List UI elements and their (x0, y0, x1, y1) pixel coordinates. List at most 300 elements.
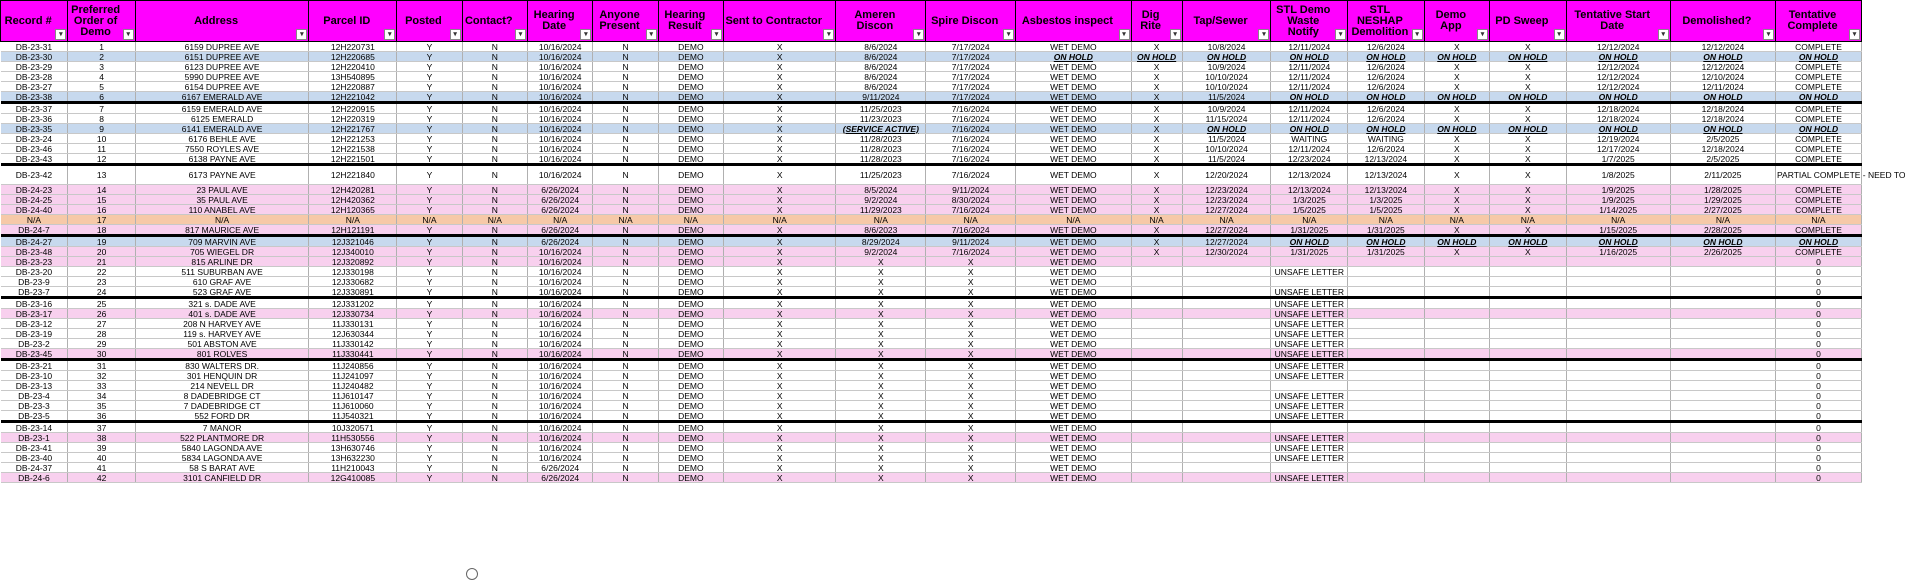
table-cell[interactable]: PARTIAL COMPLETE - NEED TO (1776, 165, 1862, 185)
table-cell[interactable]: N (462, 453, 527, 463)
table-cell[interactable]: N (593, 72, 658, 82)
table-cell[interactable]: X (926, 381, 1016, 391)
table-cell[interactable] (1131, 329, 1182, 339)
table-cell[interactable]: 0 (1776, 411, 1862, 422)
table-cell[interactable]: WET DEMO (1016, 287, 1131, 298)
table-cell[interactable]: 9 (68, 124, 135, 134)
table-cell[interactable]: DEMO (658, 298, 723, 309)
table-cell[interactable]: DEMO (658, 165, 723, 185)
table-cell[interactable]: X (836, 473, 926, 483)
table-cell[interactable]: N (593, 92, 658, 103)
table-cell[interactable]: 7/16/2024 (926, 114, 1016, 124)
table-cell[interactable]: N (462, 144, 527, 154)
table-cell[interactable]: 12/18/2024 (1670, 144, 1775, 154)
table-cell[interactable]: ON HOLD (1670, 124, 1775, 134)
table-cell[interactable]: 11J240856 (309, 360, 397, 371)
table-cell[interactable]: X (1131, 62, 1182, 72)
table-cell[interactable]: 8/6/2024 (836, 42, 926, 52)
table-cell[interactable]: DEMO (658, 411, 723, 422)
table-cell[interactable]: 3101 CANFIELD DR (135, 473, 309, 483)
table-cell[interactable] (1131, 257, 1182, 267)
table-cell[interactable] (1131, 371, 1182, 381)
table-cell[interactable]: 7/16/2024 (926, 144, 1016, 154)
table-cell[interactable]: X (724, 309, 836, 319)
table-cell[interactable]: 12/12/2024 (1566, 42, 1670, 52)
table-cell[interactable]: Y (397, 154, 462, 165)
table-cell[interactable]: X (836, 329, 926, 339)
table-cell[interactable]: 7 MANOR (135, 422, 309, 433)
table-cell[interactable]: X (1131, 225, 1182, 236)
table-cell[interactable]: N (462, 371, 527, 381)
table-cell[interactable] (1424, 381, 1489, 391)
table-cell[interactable]: 10/16/2024 (527, 433, 592, 443)
table-cell[interactable]: 12/6/2024 (1348, 72, 1425, 82)
table-cell[interactable]: N (462, 422, 527, 433)
table-cell[interactable]: WET DEMO (1016, 247, 1131, 257)
table-cell[interactable] (1131, 339, 1182, 349)
table-cell[interactable]: N (462, 329, 527, 339)
table-cell[interactable]: 12J340010 (309, 247, 397, 257)
table-cell[interactable]: DB-24-6 (1, 473, 68, 483)
table-cell[interactable]: Y (397, 422, 462, 433)
table-cell[interactable]: DB-23-14 (1, 422, 68, 433)
filter-dropdown-icon[interactable]: ▾ (515, 29, 526, 40)
table-cell[interactable]: 1/7/2025 (1566, 154, 1670, 165)
table-cell[interactable]: 0 (1776, 453, 1862, 463)
table-cell[interactable]: N (593, 443, 658, 453)
table-cell[interactable]: N (593, 52, 658, 62)
table-cell[interactable]: X (1424, 165, 1489, 185)
filter-dropdown-icon[interactable]: ▾ (123, 29, 134, 40)
table-cell[interactable] (1424, 411, 1489, 422)
table-cell[interactable]: DB-23-29 (1, 62, 68, 72)
table-cell[interactable] (1182, 391, 1271, 401)
table-cell[interactable]: X (724, 134, 836, 144)
table-cell[interactable]: DB-24-23 (1, 185, 68, 195)
table-cell[interactable] (1348, 443, 1425, 453)
table-cell[interactable]: 110 ANABEL AVE (135, 205, 309, 215)
table-cell[interactable]: 7 (68, 103, 135, 114)
table-cell[interactable]: 13H632230 (309, 453, 397, 463)
table-cell[interactable]: 401 s. DADE AVE (135, 309, 309, 319)
table-cell[interactable]: 12/20/2024 (1182, 165, 1271, 185)
table-cell[interactable]: X (1424, 103, 1489, 114)
table-cell[interactable]: N (462, 165, 527, 185)
table-cell[interactable]: N (462, 267, 527, 277)
table-cell[interactable]: Y (397, 134, 462, 144)
table-cell[interactable]: N/A (593, 215, 658, 225)
table-cell[interactable]: 2 (68, 52, 135, 62)
table-cell[interactable]: WET DEMO (1016, 277, 1131, 287)
table-cell[interactable]: 10/16/2024 (527, 298, 592, 309)
table-cell[interactable]: N (593, 103, 658, 114)
table-cell[interactable]: DB-23-19 (1, 329, 68, 339)
table-cell[interactable]: 1 (68, 42, 135, 52)
table-cell[interactable] (1670, 371, 1775, 381)
table-cell[interactable] (1670, 443, 1775, 453)
table-cell[interactable]: 41 (68, 463, 135, 473)
table-cell[interactable] (1490, 411, 1567, 422)
table-cell[interactable] (1424, 339, 1489, 349)
table-cell[interactable] (1424, 329, 1489, 339)
table-cell[interactable]: 0 (1776, 287, 1862, 298)
table-cell[interactable]: Y (397, 349, 462, 360)
table-cell[interactable]: 12/11/2024 (1271, 82, 1348, 92)
table-cell[interactable]: WET DEMO (1016, 473, 1131, 483)
table-cell[interactable]: ON HOLD (1131, 52, 1182, 62)
table-cell[interactable] (1182, 463, 1271, 473)
table-cell[interactable] (1182, 267, 1271, 277)
table-cell[interactable]: X (1424, 205, 1489, 215)
filter-dropdown-icon[interactable]: ▾ (1335, 29, 1346, 40)
table-cell[interactable]: N (462, 52, 527, 62)
table-cell[interactable]: WAITING (1348, 134, 1425, 144)
table-cell[interactable]: 0 (1776, 257, 1862, 267)
table-cell[interactable] (1424, 463, 1489, 473)
table-cell[interactable]: 11/25/2023 (836, 165, 926, 185)
table-cell[interactable]: X (836, 360, 926, 371)
table-cell[interactable]: DB-23-3 (1, 401, 68, 411)
table-cell[interactable]: 0 (1776, 267, 1862, 277)
table-cell[interactable] (1670, 287, 1775, 298)
table-cell[interactable]: ON HOLD (1776, 52, 1862, 62)
table-cell[interactable] (1131, 401, 1182, 411)
table-cell[interactable] (1490, 329, 1567, 339)
table-cell[interactable]: DEMO (658, 92, 723, 103)
filter-dropdown-icon[interactable]: ▾ (1849, 29, 1860, 40)
table-cell[interactable]: X (724, 72, 836, 82)
table-cell[interactable] (1182, 349, 1271, 360)
table-cell[interactable] (1670, 433, 1775, 443)
table-cell[interactable]: WET DEMO (1016, 381, 1131, 391)
table-cell[interactable] (1490, 433, 1567, 443)
table-cell[interactable]: X (1131, 103, 1182, 114)
table-cell[interactable]: ON HOLD (1776, 124, 1862, 134)
table-cell[interactable]: DB-23-7 (1, 287, 68, 298)
table-cell[interactable]: N (593, 463, 658, 473)
table-cell[interactable]: N (462, 134, 527, 144)
table-cell[interactable]: N (462, 339, 527, 349)
table-cell[interactable]: X (1131, 72, 1182, 82)
filter-dropdown-icon[interactable]: ▾ (384, 29, 395, 40)
table-cell[interactable]: ON HOLD (1566, 92, 1670, 103)
table-cell[interactable]: N (462, 247, 527, 257)
table-cell[interactable]: X (926, 422, 1016, 433)
table-cell[interactable]: 10/16/2024 (527, 277, 592, 287)
table-cell[interactable]: 9/11/2024 (926, 185, 1016, 195)
table-cell[interactable]: X (1424, 195, 1489, 205)
table-cell[interactable]: X (724, 360, 836, 371)
table-cell[interactable]: 12J320892 (309, 257, 397, 267)
table-cell[interactable]: X (724, 225, 836, 236)
table-cell[interactable]: DEMO (658, 103, 723, 114)
table-cell[interactable]: 0 (1776, 360, 1862, 371)
table-cell[interactable]: X (1490, 154, 1567, 165)
table-cell[interactable] (1670, 257, 1775, 267)
table-cell[interactable]: 12J330682 (309, 277, 397, 287)
table-cell[interactable]: 10/16/2024 (527, 453, 592, 463)
table-cell[interactable]: X (926, 267, 1016, 277)
table-cell[interactable]: 7/16/2024 (926, 225, 1016, 236)
table-cell[interactable]: X (1424, 114, 1489, 124)
table-cell[interactable]: DEMO (658, 473, 723, 483)
table-cell[interactable]: N/A (724, 215, 836, 225)
table-cell[interactable]: X (1131, 114, 1182, 124)
table-cell[interactable]: 10/16/2024 (527, 329, 592, 339)
table-cell[interactable]: 10/9/2024 (1182, 62, 1271, 72)
table-cell[interactable]: 35 (68, 401, 135, 411)
table-cell[interactable]: 15 (68, 195, 135, 205)
table-cell[interactable]: 12/6/2024 (1348, 62, 1425, 72)
table-cell[interactable]: 5 (68, 82, 135, 92)
table-cell[interactable]: N (462, 411, 527, 422)
table-cell[interactable]: 23 PAUL AVE (135, 185, 309, 195)
table-cell[interactable]: 11J241097 (309, 371, 397, 381)
table-cell[interactable]: 1/16/2025 (1566, 247, 1670, 257)
table-cell[interactable] (1670, 391, 1775, 401)
table-cell[interactable]: 12H221042 (309, 92, 397, 103)
table-cell[interactable]: Y (397, 42, 462, 52)
table-cell[interactable]: 23 (68, 277, 135, 287)
table-cell[interactable]: WET DEMO (1016, 144, 1131, 154)
table-cell[interactable]: N/A (1670, 215, 1775, 225)
table-cell[interactable]: 8/29/2024 (836, 236, 926, 247)
table-cell[interactable]: ON HOLD (1566, 124, 1670, 134)
table-cell[interactable]: ON HOLD (1348, 92, 1425, 103)
table-cell[interactable]: N (593, 144, 658, 154)
table-cell[interactable]: 25 (68, 298, 135, 309)
table-cell[interactable]: DEMO (658, 185, 723, 195)
table-cell[interactable]: N (593, 82, 658, 92)
table-cell[interactable]: 12/13/2024 (1271, 185, 1348, 195)
table-cell[interactable]: 7 DADEBRIDGE CT (135, 401, 309, 411)
table-cell[interactable]: N (593, 267, 658, 277)
table-cell[interactable] (1182, 411, 1271, 422)
table-cell[interactable]: 0 (1776, 309, 1862, 319)
table-cell[interactable]: 6151 DUPREE AVE (135, 52, 309, 62)
table-cell[interactable]: 8/5/2024 (836, 185, 926, 195)
table-cell[interactable] (1182, 433, 1271, 443)
table-cell[interactable]: X (724, 165, 836, 185)
table-cell[interactable]: X (1424, 72, 1489, 82)
table-cell[interactable]: ON HOLD (1670, 92, 1775, 103)
table-cell[interactable]: 12H120365 (309, 205, 397, 215)
table-cell[interactable]: X (724, 339, 836, 349)
table-cell[interactable]: 0 (1776, 277, 1862, 287)
table-cell[interactable] (1566, 473, 1670, 483)
table-cell[interactable]: 58 S BARAT AVE (135, 463, 309, 473)
table-cell[interactable]: DB-23-36 (1, 114, 68, 124)
table-cell[interactable]: 11J330131 (309, 319, 397, 329)
table-cell[interactable]: X (724, 287, 836, 298)
table-cell[interactable]: 31 (68, 360, 135, 371)
table-cell[interactable]: 12/18/2024 (1670, 114, 1775, 124)
table-cell[interactable]: 11J240482 (309, 381, 397, 391)
table-cell[interactable] (1670, 339, 1775, 349)
table-cell[interactable]: COMPLETE (1776, 195, 1862, 205)
table-cell[interactable]: X (724, 205, 836, 215)
table-cell[interactable]: 6159 EMERALD AVE (135, 103, 309, 114)
table-cell[interactable]: X (1490, 144, 1567, 154)
table-cell[interactable]: DEMO (658, 329, 723, 339)
table-cell[interactable] (1348, 411, 1425, 422)
table-cell[interactable]: 523 GRAF AVE (135, 287, 309, 298)
table-cell[interactable]: X (836, 443, 926, 453)
table-cell[interactable]: N/A (1271, 215, 1348, 225)
table-cell[interactable] (1131, 360, 1182, 371)
table-cell[interactable]: X (926, 433, 1016, 443)
table-cell[interactable]: UNSAFE LETTER (1271, 401, 1348, 411)
table-cell[interactable] (1566, 391, 1670, 401)
table-cell[interactable]: DEMO (658, 52, 723, 62)
table-cell[interactable]: 830 WALTERS DR. (135, 360, 309, 371)
table-cell[interactable]: WET DEMO (1016, 225, 1131, 236)
table-cell[interactable]: 709 MARVIN AVE (135, 236, 309, 247)
table-cell[interactable] (1424, 257, 1489, 267)
table-cell[interactable]: X (1490, 195, 1567, 205)
table-cell[interactable] (1424, 401, 1489, 411)
table-cell[interactable]: X (1424, 62, 1489, 72)
table-cell[interactable]: N (462, 62, 527, 72)
table-cell[interactable]: 13 (68, 165, 135, 185)
table-cell[interactable]: 14 (68, 185, 135, 195)
table-cell[interactable]: 10/16/2024 (527, 319, 592, 329)
table-cell[interactable]: 1/5/2025 (1271, 205, 1348, 215)
table-cell[interactable]: 10/16/2024 (527, 62, 592, 72)
table-cell[interactable]: N (462, 103, 527, 114)
table-cell[interactable]: X (1424, 225, 1489, 236)
filter-dropdown-icon[interactable]: ▾ (1477, 29, 1488, 40)
table-cell[interactable]: WET DEMO (1016, 391, 1131, 401)
table-cell[interactable]: 10/16/2024 (527, 371, 592, 381)
table-cell[interactable]: 1/31/2025 (1348, 225, 1425, 236)
table-cell[interactable] (1182, 453, 1271, 463)
table-cell[interactable]: WET DEMO (1016, 62, 1131, 72)
table-cell[interactable] (1182, 319, 1271, 329)
table-cell[interactable] (1490, 443, 1567, 453)
table-cell[interactable]: X (926, 360, 1016, 371)
table-cell[interactable]: X (724, 144, 836, 154)
table-cell[interactable]: Y (397, 144, 462, 154)
table-cell[interactable] (1424, 267, 1489, 277)
table-cell[interactable]: DEMO (658, 371, 723, 381)
table-cell[interactable]: Y (397, 165, 462, 185)
table-cell[interactable]: WET DEMO (1016, 134, 1131, 144)
table-cell[interactable]: 12/12/2024 (1670, 42, 1775, 52)
table-cell[interactable]: 7550 ROYLES AVE (135, 144, 309, 154)
table-cell[interactable]: Y (397, 339, 462, 349)
table-cell[interactable]: COMPLETE (1776, 103, 1862, 114)
table-cell[interactable]: 38 (68, 433, 135, 443)
table-cell[interactable]: ON HOLD (1424, 52, 1489, 62)
table-cell[interactable]: COMPLETE (1776, 62, 1862, 72)
table-cell[interactable]: ON HOLD (1490, 124, 1567, 134)
table-cell[interactable]: UNSAFE LETTER (1271, 371, 1348, 381)
table-cell[interactable] (1424, 349, 1489, 360)
table-cell[interactable] (1566, 463, 1670, 473)
table-cell[interactable]: 12J331202 (309, 298, 397, 309)
table-cell[interactable]: 11/28/2023 (836, 154, 926, 165)
table-cell[interactable] (1424, 473, 1489, 483)
filter-dropdown-icon[interactable]: ▾ (1170, 29, 1181, 40)
table-cell[interactable]: 10J320571 (309, 422, 397, 433)
table-cell[interactable]: Y (397, 82, 462, 92)
table-cell[interactable]: Y (397, 287, 462, 298)
table-cell[interactable] (1182, 329, 1271, 339)
table-cell[interactable]: Y (397, 298, 462, 309)
filter-dropdown-icon[interactable]: ▾ (580, 29, 591, 40)
table-cell[interactable]: N (593, 236, 658, 247)
table-cell[interactable]: Y (397, 72, 462, 82)
table-cell[interactable]: X (724, 391, 836, 401)
table-cell[interactable]: X (724, 463, 836, 473)
table-cell[interactable]: DB-23-13 (1, 381, 68, 391)
table-cell[interactable]: 6/26/2024 (527, 225, 592, 236)
table-cell[interactable]: X (836, 422, 926, 433)
table-cell[interactable]: 6 (68, 92, 135, 103)
table-cell[interactable] (1348, 287, 1425, 298)
table-cell[interactable]: WET DEMO (1016, 422, 1131, 433)
table-cell[interactable]: 10/16/2024 (527, 287, 592, 298)
table-cell[interactable] (1490, 360, 1567, 371)
table-cell[interactable]: UNSAFE LETTER (1271, 298, 1348, 309)
table-cell[interactable]: Y (397, 225, 462, 236)
table-cell[interactable]: WET DEMO (1016, 103, 1131, 114)
table-cell[interactable] (1566, 371, 1670, 381)
table-cell[interactable]: 12/6/2024 (1348, 144, 1425, 154)
table-cell[interactable]: 8/6/2024 (836, 82, 926, 92)
table-cell[interactable]: DB-24-27 (1, 236, 68, 247)
table-cell[interactable]: 10/16/2024 (527, 72, 592, 82)
table-cell[interactable]: ON HOLD (1670, 236, 1775, 247)
table-cell[interactable]: DEMO (658, 236, 723, 247)
table-cell[interactable] (1490, 277, 1567, 287)
table-cell[interactable]: ON HOLD (1490, 52, 1567, 62)
table-cell[interactable] (1182, 473, 1271, 483)
table-cell[interactable]: 0 (1776, 401, 1862, 411)
table-cell[interactable] (1566, 329, 1670, 339)
table-cell[interactable]: 0 (1776, 329, 1862, 339)
table-cell[interactable]: DEMO (658, 267, 723, 277)
table-cell[interactable]: COMPLETE (1776, 134, 1862, 144)
table-cell[interactable] (1566, 381, 1670, 391)
table-cell[interactable]: 12/18/2024 (1566, 114, 1670, 124)
table-cell[interactable]: X (836, 319, 926, 329)
table-cell[interactable]: X (836, 401, 926, 411)
table-cell[interactable]: WET DEMO (1016, 257, 1131, 267)
table-cell[interactable] (1182, 381, 1271, 391)
table-cell[interactable]: X (836, 453, 926, 463)
table-cell[interactable]: 22 (68, 267, 135, 277)
table-cell[interactable]: UNSAFE LETTER (1271, 391, 1348, 401)
table-cell[interactable] (1566, 422, 1670, 433)
table-cell[interactable] (1131, 411, 1182, 422)
table-cell[interactable]: 12/11/2024 (1271, 144, 1348, 154)
table-cell[interactable]: Y (397, 371, 462, 381)
table-cell[interactable]: 7/17/2024 (926, 82, 1016, 92)
table-cell[interactable]: 12/6/2024 (1348, 103, 1425, 114)
table-cell[interactable]: 12/13/2024 (1348, 185, 1425, 195)
table-cell[interactable]: 6141 EMERALD AVE (135, 124, 309, 134)
table-cell[interactable]: 11J610060 (309, 401, 397, 411)
filter-dropdown-icon[interactable]: ▾ (913, 29, 924, 40)
table-cell[interactable]: 11H210043 (309, 463, 397, 473)
filter-dropdown-icon[interactable]: ▾ (296, 29, 307, 40)
table-cell[interactable]: X (724, 82, 836, 92)
table-cell[interactable]: DEMO (658, 257, 723, 267)
table-cell[interactable]: 12/11/2024 (1271, 72, 1348, 82)
table-cell[interactable]: WET DEMO (1016, 165, 1131, 185)
